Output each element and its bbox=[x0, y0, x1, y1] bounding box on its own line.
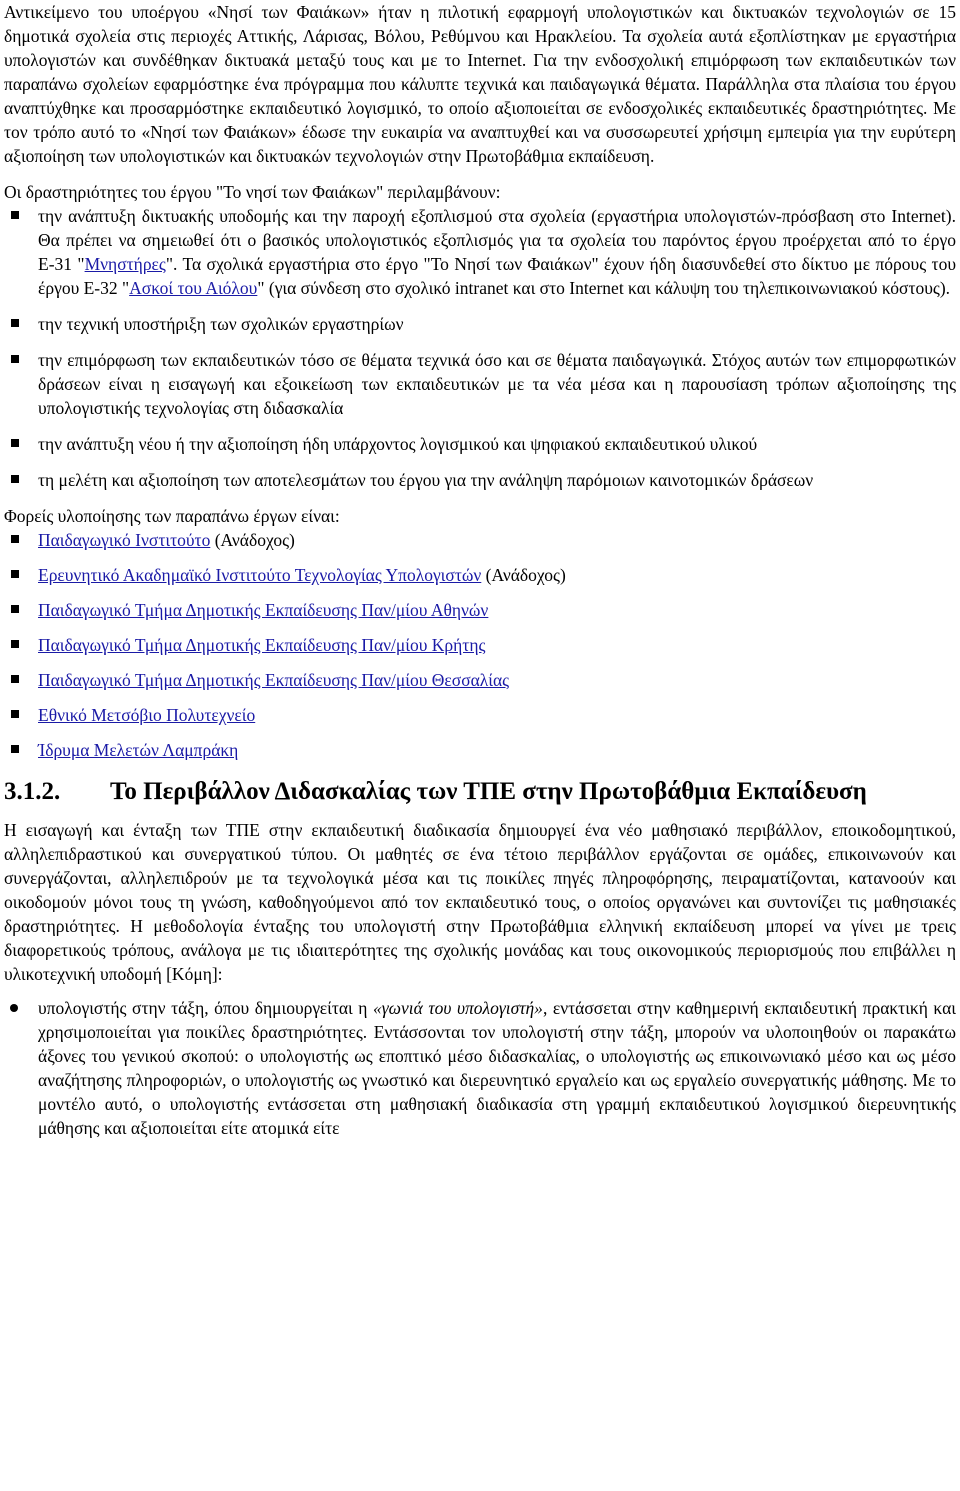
square-bullet-icon bbox=[10, 438, 20, 448]
body-link-ptde-thessaly[interactable]: Παιδαγωγικό Τμήμα Δημοτικής Εκπαίδευσης Παν/μίου Θεσσαλίας bbox=[38, 670, 510, 690]
square-bullet-icon bbox=[10, 534, 20, 544]
methods-list bbox=[4, 996, 956, 1140]
list-item: την ανάπτυξη δικτυακής υποδομής και την παροχή εξοπλισμού στα σχολεία (εργαστήρια υπολογιστών-πρόσβαση στο Internet). Θα πρέπει να σημειωθεί ότι ο βασικός υπολογιστικός εξοπλισμός για τα σχολεία του παρόντος έργου προέρχεται από το έργο Ε-31 "Μνηστήρες". Τα σχολικά εργαστήρια στο έργο "Το Νησί των Φαιάκων" έχουν ήδη διασυνδεθεί στο δίκτυο με πόρους του έργου Ε-32 "Ασκοί του Αιόλου" (για σύνδεση στο σχολικό intranet και στο Internet και κάλυψη του τηλεπικοινωνιακού κόστους). bbox=[4, 204, 956, 300]
activities-list bbox=[4, 204, 956, 492]
askoi-aiolou-link[interactable]: Ασκοί του Αιόλου bbox=[129, 278, 258, 298]
list-item: την επιμόρφωση των εκπαιδευτικών τόσο σε θέματα τεχνικά όσο και σε θέματα παιδαγωγικά. Στόχος αυτών των επιμορφωτικών δράσεων είναι η εισαγωγή και εξοικείωση των εκπαιδευτικών με τα νέα μέσα και η παρουσίαση τρόπων αξιοποίησης της υπολογιστικής τεχνολογίας στη διδασκαλία bbox=[4, 348, 956, 420]
list-item bbox=[4, 598, 956, 622]
section-number: 3.1.2. bbox=[4, 778, 61, 805]
intro-paragraph: Αντικείμενο του υποέργου «Νησί των Φαιάκων» ήταν η πιλοτική εφαρμογή υπολογιστικών και δικτυακών τεχνολογιών σε 15 δημοτικά σχολεία στις περιοχές Αττικής, Λάρισας, Βόλου, Ρεθύμνου και Ηρακλείου. Τα σχολεία αυτά εξοπλίστηκαν με εργαστήρια υπολογιστών και συνδέθηκαν δικτυακά μεταξύ τους και με το Internet. Για την ενδοσχολική επιμόρφωση των εκπαιδευτικών των παραπάνω σχολείων εφαρμόστηκε ένα πρόγραμμα που κάλυπτε τεχνικά και παιδαγωγικά θέματα. Παράλληλα στα πλαίσια του έργου αναπτύχθηκε και προσαρμόστηκε εκπαιδευτικό λογισμικό, το οποίο αξιοποιείται σε ενδοσχολικές εκπαιδευτικές δραστηριότητες. Με τον τρόπο αυτό το «Νησί των Φαιάκων» έδωσε την ευκαιρία να αναπτυχθεί και να συσσωρευτεί χρήσιμη εμπειρία για την ευρύτερη αξιοποίηση των υπολογιστικών και δικτυακών τεχνολογιών στην Πρωτοβάθμια εκπαίδευση. bbox=[4, 2, 956, 166]
square-bullet-icon bbox=[10, 604, 20, 614]
square-bullet-icon bbox=[10, 674, 20, 684]
bodies-lead: Φορείς υλοποίησης των παραπάνω έργων είναι: bbox=[4, 506, 340, 526]
list-item bbox=[4, 668, 956, 692]
round-bullet-icon bbox=[10, 1004, 18, 1012]
body-link-ptde-athens[interactable]: Παιδαγωγικό Τμήμα Δημοτικής Εκπαίδευσης Παν/μίου Αθηνών bbox=[38, 600, 489, 620]
list-item: τη μελέτη και αξιοποίηση των αποτελεσμάτων του έργου για την ανάληψη παρόμοιων καινοτομικών δράσεων bbox=[4, 468, 956, 492]
square-bullet-icon bbox=[10, 474, 20, 484]
section-paragraph: Η εισαγωγή και ένταξη των ΤΠΕ στην εκπαιδευτική διαδικασία δημιουργεί ένα νέο μαθησιακό περιβάλλον, εποικοδομητικού, αλληλεπιδραστικού και συνεργατικού τύπου. Οι μαθητές σε ένα τέτοιο περιβάλλον εργάζονται σε ομάδες, επικοινωνούν και συνεργάζονται, αλληλεπιδρούν με τα τεχνολογικά μέσα και τις ποικίλες πηγές πληροφόρησης, πειραματίζονται, κατανοούν και οικοδομούν μόνοι τους τη γνώση, καθοδηγούμενοι από τον εκπαιδευτικό τους, ο οποίος οργανώνει και συντονίζει τις μαθησιακές δραστηριότητες. Η μεθοδολογία ένταξης του υπολογιστή στην Πρωτοβάθμια ελληνική εκπαίδευση μπορεί να γίνει με τρεις διαφορετικούς τρόπους, ανάλογα με τις ιδιαιτερότητες της σχολικής μονάδας και τους οικονομικούς περιορισμούς που επιβάλλει η υλικοτεχνική υποδομή [Κόμη]: bbox=[4, 820, 956, 984]
list-item bbox=[4, 633, 956, 657]
mnistires-link[interactable]: Μνηστήρες bbox=[84, 254, 166, 274]
computer-corner-term: «γωνιά του υπολογιστή» bbox=[373, 998, 543, 1018]
square-bullet-icon bbox=[10, 744, 20, 754]
body-link-ptde-crete[interactable]: Παιδαγωγικό Τμήμα Δημοτικής Εκπαίδευσης Παν/μίου Κρήτης bbox=[38, 635, 486, 655]
section-heading bbox=[4, 776, 956, 808]
list-item: Παιδαγωγικό Ινστιτούτο (Ανάδοχος) bbox=[4, 528, 956, 552]
list-item bbox=[4, 703, 956, 727]
activities-lead: Οι δραστηριότητες του έργου "Το νησί των Φαιάκων" περιλαμβάνουν: bbox=[4, 182, 501, 202]
list-item: την τεχνική υποστήριξη των σχολικών εργαστηρίων bbox=[4, 312, 956, 336]
list-item: Ερευνητικό Ακαδημαϊκό Ινστιτούτο Τεχνολογίας Υπολογιστών (Ανάδοχος) bbox=[4, 563, 956, 587]
square-bullet-icon bbox=[10, 318, 20, 328]
list-item: υπολογιστής στην τάξη, όπου δημιουργείται η «γωνιά του υπολογιστή», εντάσσεται στην καθημερινή εκπαιδευτική πρακτική και χρησιμοποιείται για ποικίλες δραστηριότητες. Εντάσσονται τον υπολογιστή στην τάξη, μπορούν να υλοποιηθούν οι παρακάτω άξονες του γενικού σκοπού: ο υπολογιστής ως εποπτικό μέσο διδασκαλίας, ο υπολογιστής ως επικοινωνιακό μέσο και ως μέσο αναζήτησης πληροφοριών, ο υπολογιστής ως γνωστικό και διερευνητικό εργαλείο και ως εργαλείο συνεργατικής μάθησης. Με το μοντέλο αυτό, ο υπολογιστής εντάσσεται στη μαθησιακή διαδικασία στη γραμμή εκπαιδευτικού λογισμικού διερευνητικής μάθησης και αξιοποιείται είτε ατομικά είτε bbox=[4, 996, 956, 1140]
square-bullet-icon bbox=[10, 354, 20, 364]
square-bullet-icon bbox=[10, 569, 20, 579]
square-bullet-icon bbox=[10, 639, 20, 649]
square-bullet-icon bbox=[10, 709, 20, 719]
bodies-list bbox=[4, 528, 956, 762]
section-title: Το Περιβάλλον Διδασκαλίας των ΤΠΕ στην Πρωτοβάθμια Εκπαίδευση bbox=[110, 778, 867, 805]
list-item bbox=[4, 738, 956, 762]
body-link-ntua[interactable]: Εθνικό Μετσόβιο Πολυτεχνείο bbox=[38, 705, 256, 725]
body-link-paidagogiko-institouto[interactable]: Παιδαγωγικό Ινστιτούτο bbox=[38, 530, 211, 550]
body-link-cti[interactable]: Ερευνητικό Ακαδημαϊκό Ινστιτούτο Τεχνολογίας Υπολογιστών bbox=[38, 565, 482, 585]
square-bullet-icon bbox=[10, 210, 20, 220]
list-item: την ανάπτυξη νέου ή την αξιοποίηση ήδη υπάρχοντος λογισμικού και ψηφιακού εκπαιδευτικού υλικού bbox=[4, 432, 956, 456]
body-link-lambrakis-foundation[interactable]: Ίδρυμα Μελετών Λαμπράκη bbox=[38, 740, 239, 760]
